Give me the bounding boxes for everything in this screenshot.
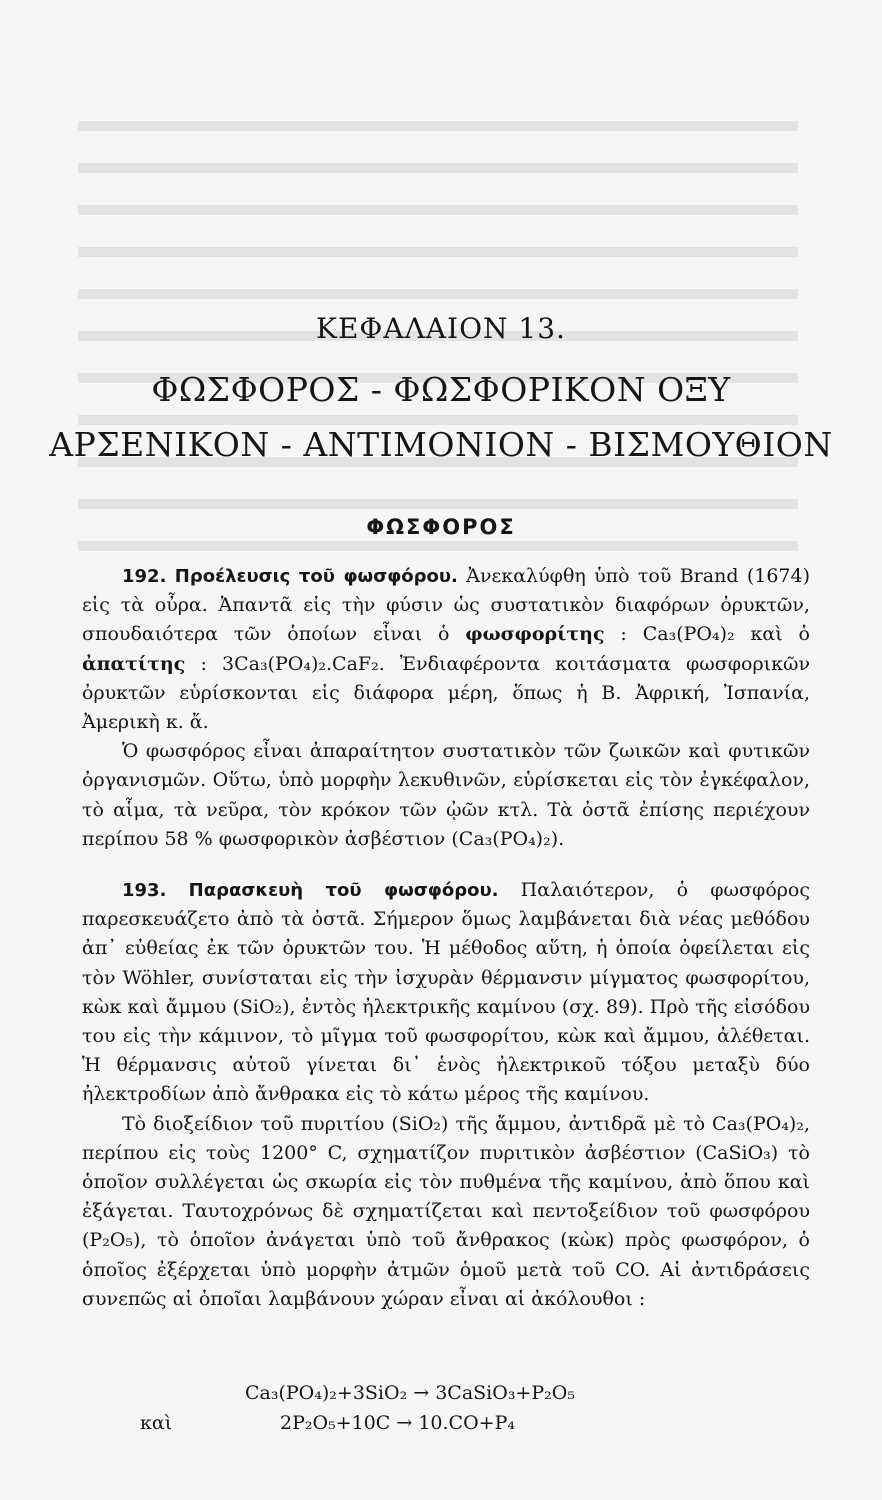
chapter-title-line-2: ΑΡΣΕΝΙΚΟΝ - ΑΝΤΙΜΟΝΙΟΝ - ΒΙΣΜΟΥΘΙΟΝ — [49, 425, 833, 464]
equation-1: Ca₃(PO₄)₂+3SiO₂ → 3CaSiO₃+P₂O₅ — [245, 1382, 575, 1404]
paragraph-193-2: Τὸ διοξείδιον τοῦ πυριτίου (SiO₂) τῆς ἄμμου, ἀντιδρᾶ μὲ τὸ Ca₃(PO₄)₂, περίπου εἰς τοὺς 1200° C, σχηματίζον πυριτικὸν ἀσβέστιον (CaSiO₃) τὸ ὁποῖον συλλέγεται ὡς σκωρία εἰς τὸν πυθμένα τῆς καμίνου, ἀπὸ ὅπου καὶ ἐξάγεται. Ταυτοχρόνως δὲ σχηματίζεται καὶ πεντοξείδιον τοῦ φωσφόρου (P₂O₅), τὸ ὁποῖον ἀνάγεται ὑπὸ τοῦ ἄνθρακος (κὼκ) πρὸς φωσφόρον, ὁ ὁποῖος ἐξέρχεται ὑπὸ μορφὴν ἀτμῶν ὁμοῦ μετὰ τοῦ CO. Αἱ ἀντιδράσεις συνεπῶς αἱ ὁποῖαι λαμβάνουν χώραν εἶναι αἱ ἀκόλουθοι : — [82, 1112, 810, 1310]
section-heading: ΦΩΣΦΟΡΟΣ — [366, 515, 516, 539]
paragraph-text: : 3Ca₃(PO₄)₂.CaF₂. Ἐνδιαφέροντα κοιτάσματα φωσφορικῶν ὀρυκτῶν εὑρίσκονται εἰς διάφορα μέρη, ὅπως ἡ Β. Ἀφρική, Ἰσπανία, Ἀμερικὴ κ. ἄ. — [82, 652, 810, 734]
paragraph-192-2: Ὁ φωσφόρος εἶναι ἀπαραίτητον συστατικὸν τῶν ζωικῶν καὶ φυτικῶν ὀργανισμῶν. Οὕτω, ὑπὸ μορφὴν λεκυθινῶν, εὑρίσκεται εἰς τὸν ἐγκέφαλον, τὸ αἷμα, τὰ νεῦρα, τὸν κρόκον τῶν ᾠῶν κτλ. Τὰ ὀστᾶ ἐπίσης περιέχουν περίπου 58 % φωσφορικὸν ἀσβέστιον (Ca₃(PO₄)₂). — [82, 740, 810, 850]
reaction-equations — [140, 1378, 660, 1438]
equation-connector: καὶ — [140, 1412, 173, 1434]
paragraph-192 — [82, 562, 810, 737]
paragraph-text: : Ca₃(PO₄)₂ καὶ ὁ — [604, 623, 810, 646]
paragraph-193 — [82, 876, 810, 1110]
chapter-heading: ΚΕΦΑΛΑΙΟΝ 13. — [316, 312, 566, 345]
equation-2: 2P₂O₅+10C → 10.CO+P₄ — [280, 1412, 515, 1434]
chapter-title-line-1: ΦΩΣΦΟΡΟΣ - ΦΩΣΦΟΡΙΚΟΝ ΟΞΥ — [151, 370, 731, 409]
paragraph-heading: Παρασκευὴ τοῦ φωσφόρου. — [188, 880, 499, 902]
paragraph-number: 192. — [122, 566, 167, 587]
paragraph-text: Ἀνεκαλύφθη ὑπὸ τοῦ Brand (1674) εἰς τὰ οὖρα. Ἀπαντᾶ εἰς τὴν φύσιν ὡς συστατικὸν διαφόρων ὀρυκτῶν, σπουδαιότερα τῶν ὁποίων εἶναι ὁ — [82, 565, 810, 646]
term-phosphorite: φωσφορίτης — [465, 623, 605, 646]
paragraph-number: 193. — [122, 880, 167, 902]
paragraph-heading: Προέλευσις τοῦ φωσφόρου. — [174, 566, 458, 587]
paragraph-text: Παλαιότερον, ὁ φωσφόρος παρεσκευάζετο ἀπὸ τὰ ὀστᾶ. Σήμερον ὅμως λαμβάνεται διὰ νέας μεθόδου ἀπ᾿ εὐθείας ἐκ τῶν ὀρυκτῶν του. Ἡ μέθοδος αὕτη, ἡ ὁποία ὀφείλεται εἰς τὸν Wöhler, συνίσταται εἰς τὴν ἰσχυρὰν θέρμανσιν μίγματος φωσφορίτου, κὼκ καὶ ἄμμου (SiO₂), ἐντὸς ἠλεκτρικῆς καμίνου (σχ. 89). Πρὸ τῆς εἰσόδου του εἰς τὴν κάμινον, τὸ μῖγμα τοῦ φωσφορίτου, κὼκ καὶ ἄμμου, ἀλέθεται. Ἡ θέρμανσις αὐτοῦ γίνεται δι᾿ ἑνὸς ἠλεκτρικοῦ τόξου μεταξὺ δύο ἠλεκτροδίων ἀπὸ ἄνθρακα εἰς τὸ κάτω μέρος τῆς καμίνου. — [82, 879, 811, 1106]
term-apatite: ἀπατίτης — [82, 652, 186, 675]
body-text — [82, 562, 810, 1314]
